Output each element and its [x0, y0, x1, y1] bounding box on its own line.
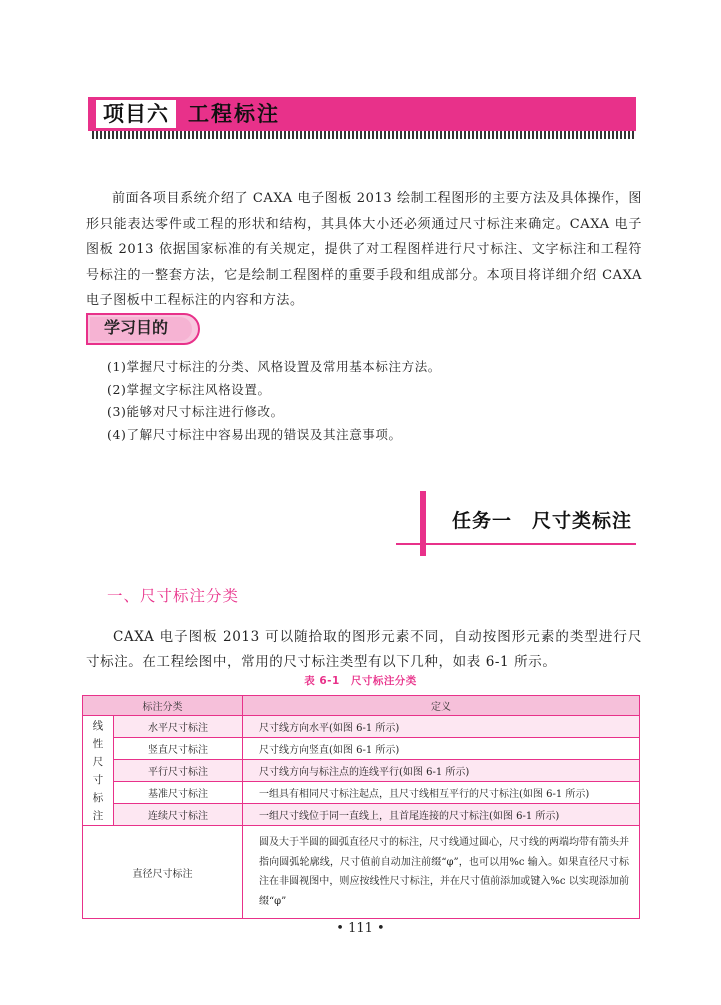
linear-category-char: 注 — [92, 809, 104, 822]
page-number: • 111 • — [336, 921, 385, 936]
definition-cell: 圆及大于半圆的圆弧直径尺寸的标注，尺寸线通过圆心，尺寸线的两端均带有箭头并指向圆弧轮廓线，尺寸值前自动加注前缀“φ”，也可以用%c 输入。如果直径尺寸标注在非圆视图中，则应按线性尺寸标注，并在尺寸值前添加或键入%c 以实现添加前缀“φ” — [243, 826, 640, 919]
chapter-number: 项目六 — [103, 102, 169, 126]
task-underline — [396, 543, 636, 545]
task-title: 任务一 尺寸类标注 — [452, 510, 633, 532]
table-header-row — [83, 696, 640, 716]
goal-item: (3)能够对尺寸标注进行修改。 — [107, 404, 284, 419]
linear-category-char: 线 — [92, 719, 104, 732]
linear-category-char: 性 — [92, 737, 104, 750]
dimension-type-cell: 平行尺寸标注 — [114, 760, 243, 782]
dimension-types-table — [82, 695, 640, 919]
linear-category-cell — [83, 716, 114, 826]
linear-category-char: 尺 — [92, 755, 104, 768]
table-caption: 表 6-1 尺寸标注分类 — [304, 675, 417, 687]
definition-cell: 尺寸线方向与标注点的连线平行(如图 6-1 所示) — [243, 760, 640, 782]
banner-shadow — [92, 131, 636, 139]
table-header-definition: 定义 — [243, 696, 640, 716]
dimension-type-cell: 水平尺寸标注 — [114, 716, 243, 738]
goals-list — [107, 356, 441, 446]
definition-cell: 一组具有相同尺寸标注起点，且尺寸线相互平行的尺寸标注(如图 6-1 所示) — [243, 782, 640, 804]
definition-cell: 尺寸线方向水平(如图 6-1 所示) — [243, 716, 640, 738]
goals-title: 学习目的 — [104, 318, 169, 337]
task-accent-bar — [420, 491, 426, 556]
section-heading: 一、尺寸标注分类 — [107, 587, 240, 605]
linear-category-char: 标 — [92, 791, 104, 804]
table-row — [83, 782, 640, 804]
table-row — [83, 760, 640, 782]
definition-cell: 尺寸线方向竖直(如图 6-1 所示) — [243, 738, 640, 760]
definition-cell: 一组尺寸线位于同一直线上，且首尾连接的尺寸标注(如图 6-1 所示) — [243, 804, 640, 826]
table-row — [83, 826, 640, 919]
dimension-type-cell: 直径尺寸标注 — [83, 826, 243, 919]
dimension-type-cell: 基准尺寸标注 — [114, 782, 243, 804]
dimension-type-cell: 连续尺寸标注 — [114, 804, 243, 826]
table-row — [83, 804, 640, 826]
intro-paragraph: 前面各项目系统介绍了 CAXA 电子图板 2013 绘制工程图形的主要方法及具体操作，图形只能表达零件或工程的形状和结构，其具体大小还必须通过尺寸标注来确定。CAXA 电子图板 2013 依据国家标准的有关规定，提供了对工程图样进行尺寸标注、文字标注和工程符号标注的一整套方法，它是绘制工程图样的重要手段和组成部分。本项目将详细介绍 CAXA 电子图板中工程标注的内容和方法。 — [86, 191, 642, 308]
goal-item: (1)掌握尺寸标注的分类、风格设置及常用基本标注方法。 — [107, 359, 441, 374]
table-row — [83, 738, 640, 760]
goal-item: (4)了解尺寸标注中容易出现的错误及其注意事项。 — [107, 426, 402, 442]
linear-category-char: 寸 — [92, 773, 104, 786]
section-paragraph: CAXA 电子图板 2013 可以随拾取的图形元素不同，自动按图形元素的类型进行尺寸标注。在工程绘图中，常用的尺寸标注类型有以下几种，如表 6-1 所示。 — [86, 629, 642, 670]
chapter-title: 工程标注 — [188, 102, 280, 126]
table-header-category: 标注分类 — [83, 696, 243, 716]
goal-item: (2)掌握文字标注风格设置。 — [107, 381, 271, 397]
dimension-type-cell: 竖直尺寸标注 — [114, 738, 243, 760]
table-row — [83, 716, 640, 738]
